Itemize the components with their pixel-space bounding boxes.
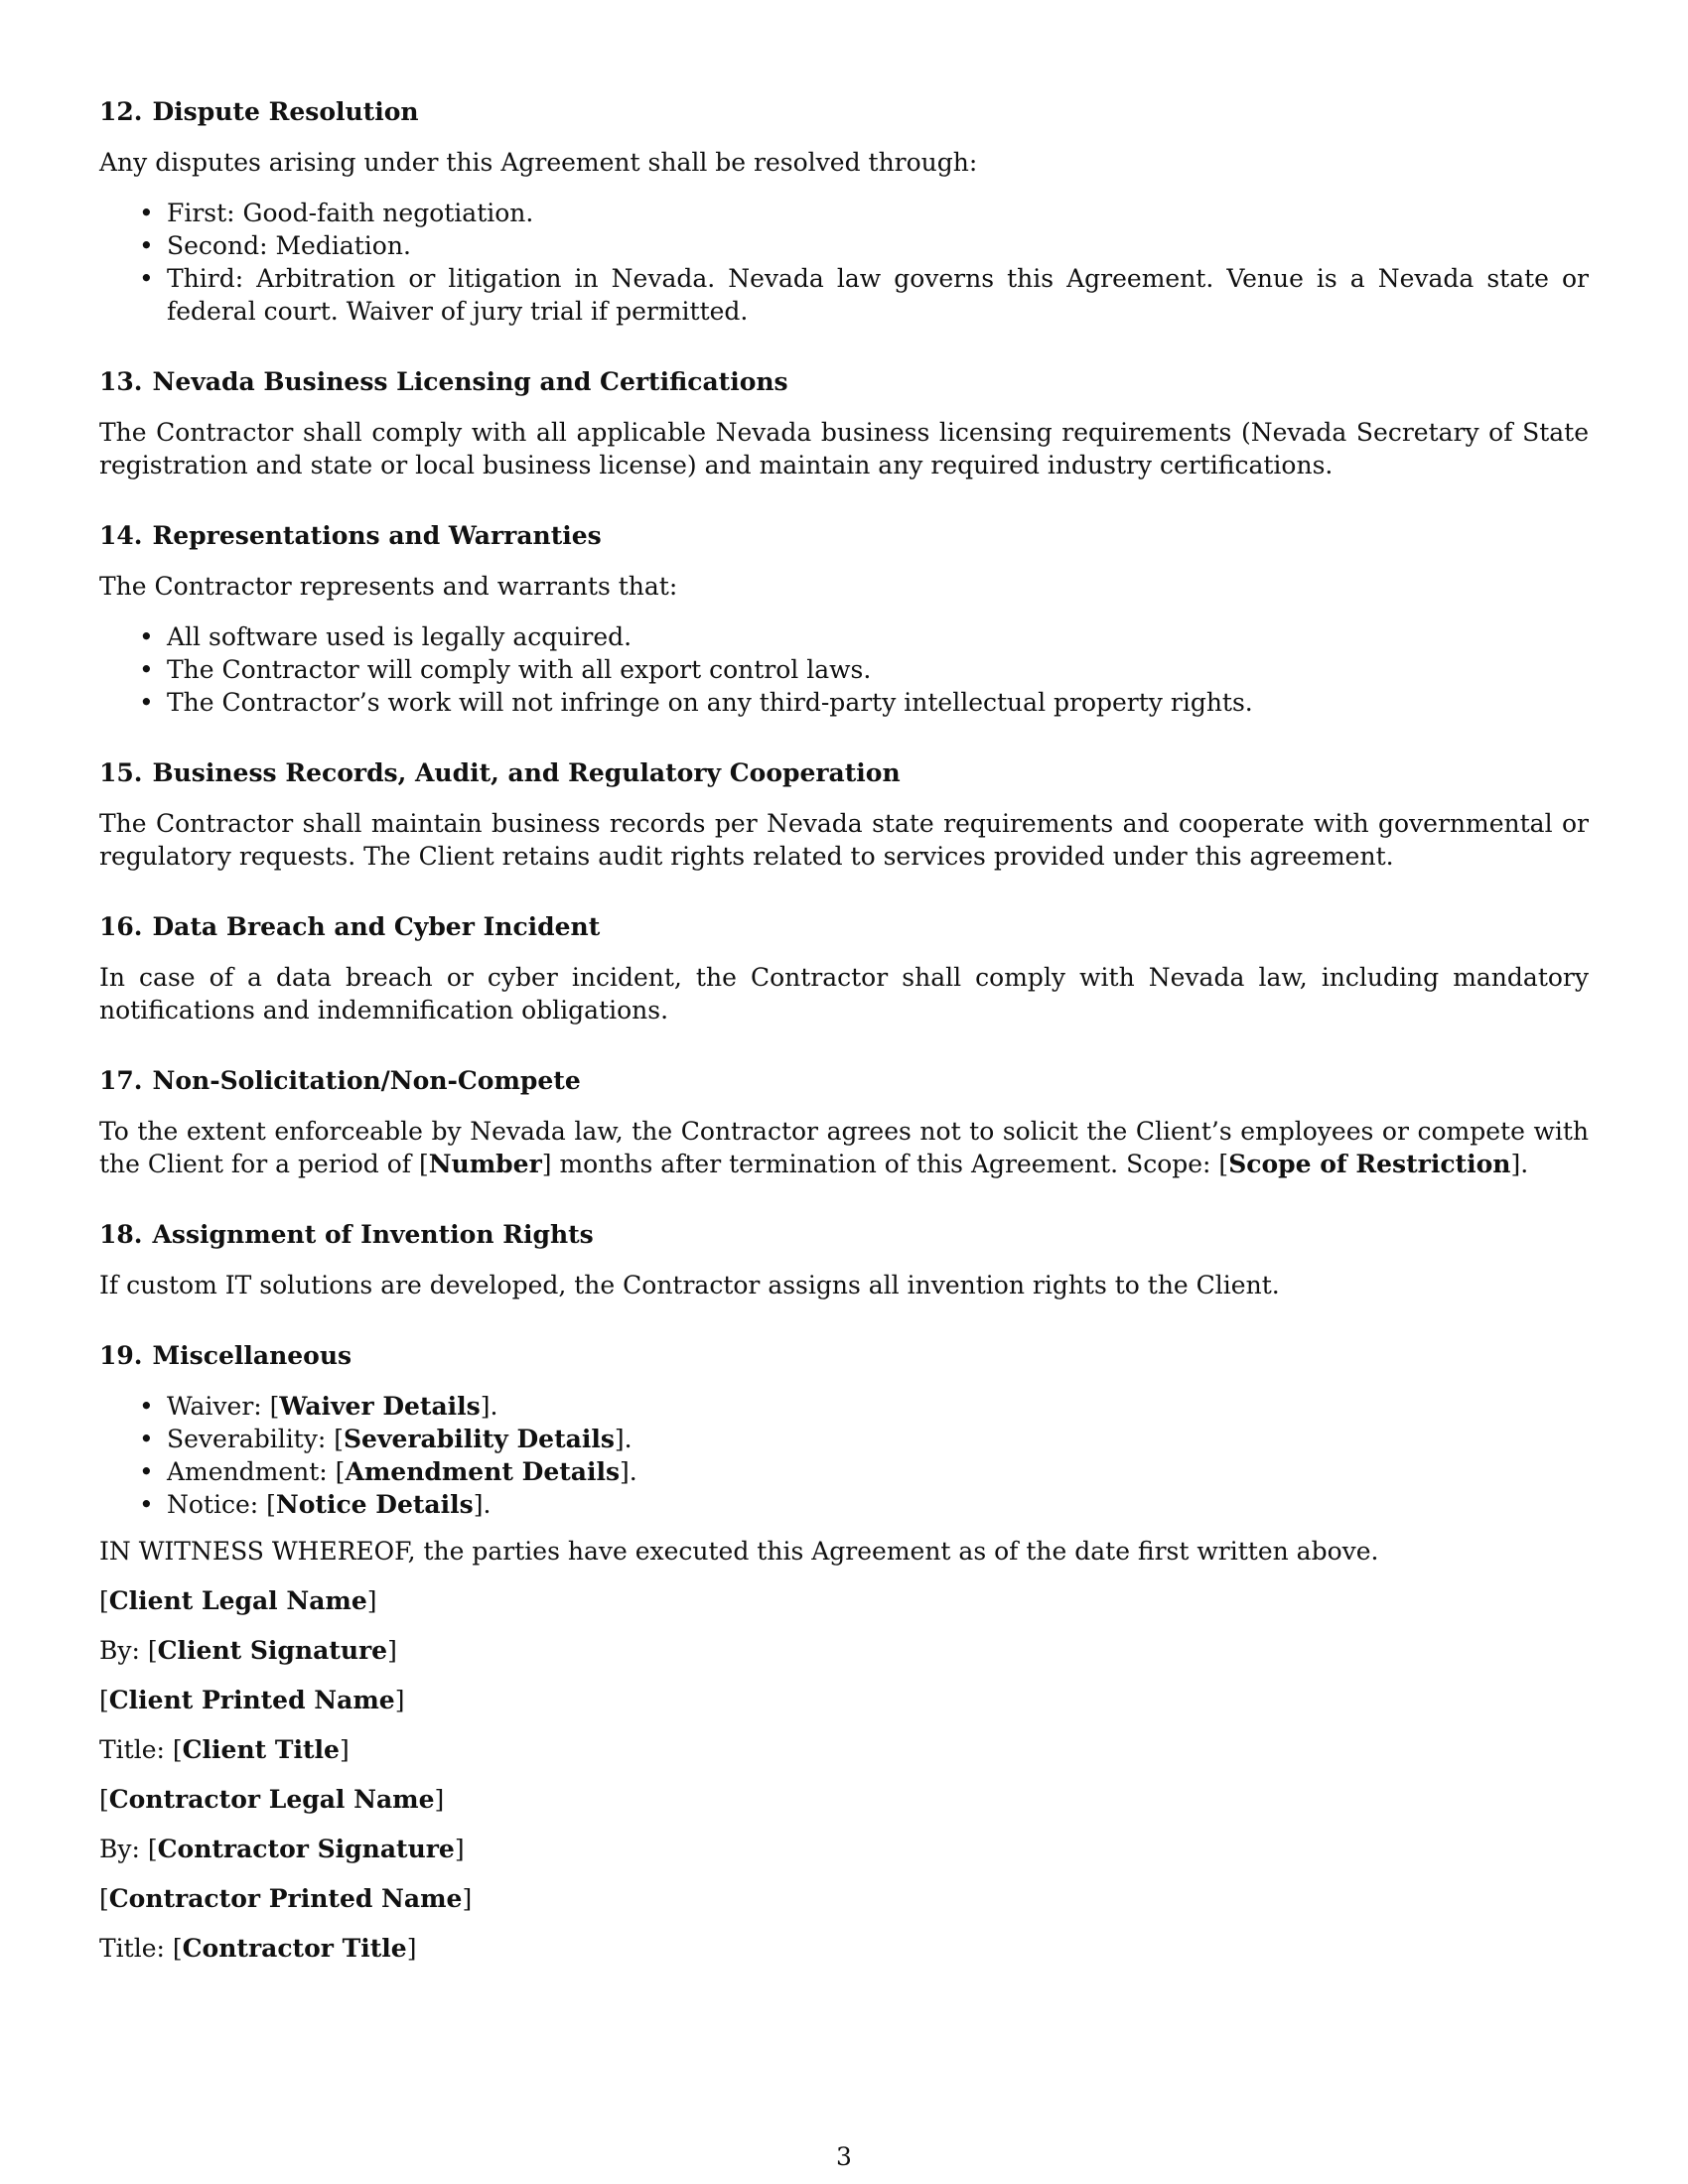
section-number: 19.	[99, 1341, 143, 1370]
section-intro: The Contractor represents and warrants that:	[99, 572, 678, 601]
client-legal-name: [Client Legal Name]	[99, 1586, 377, 1615]
bullet-icon: •	[139, 199, 154, 227]
contractor-title-line: Title: [Contractor Title]	[99, 1934, 417, 1963]
section-data-breach	[99, 910, 1589, 1026]
section-number: 14.	[99, 521, 143, 550]
section-number: 17.	[99, 1066, 143, 1095]
section-number: 18.	[99, 1220, 143, 1249]
section-heading	[99, 1064, 1589, 1097]
section-business-records	[99, 756, 1589, 873]
list-item: • First: Good-faith negotiation.	[139, 199, 534, 227]
section-title: Data Breach and Cyber Incident	[152, 912, 601, 941]
section-title: Dispute Resolution	[152, 97, 419, 126]
bullet-icon: •	[139, 1490, 154, 1519]
section-title: Nevada Business Licensing and Certifications	[152, 367, 788, 396]
client-signature-line: By: [Client Signature]	[99, 1636, 397, 1665]
client-printed-name: [Client Printed Name]	[99, 1686, 405, 1714]
section-heading	[99, 519, 1589, 552]
section-heading	[99, 1339, 1589, 1372]
section-number: 15.	[99, 758, 143, 787]
list-item: • Amendment: [Amendment Details].	[139, 1457, 637, 1486]
bullet-icon: •	[139, 1392, 154, 1421]
list-item: • The Contractor’s work will not infringe on any third-party intellectual property rights.	[139, 688, 1253, 717]
section-heading	[99, 756, 1589, 789]
section-non-solicitation	[99, 1064, 1589, 1180]
placeholder-number: Number	[428, 1150, 542, 1178]
section-body: The Contractor shall maintain business records per Nevada state requirements and cooperate with governmental or regulatory requests. The Client retains audit rights related to services provided under this agreement.	[99, 809, 1589, 871]
list-item: • Third: Arbitration or litigation in Nevada. Nevada law governs this Agreement. Venue is a Nevada state or federal court. Waiver of jury trial if permitted.	[139, 264, 1589, 326]
section-body: To the extent enforceable by Nevada law, the Contractor agrees not to solicit the Client’s employees or compete with the Client for a period of [Number] months after termination of this Agreement. Scope: [Scope of Restriction].	[99, 1117, 1589, 1178]
section-title: Non-Solicitation/Non-Compete	[152, 1066, 581, 1095]
section-title: Representations and Warranties	[152, 521, 602, 550]
bullet-icon: •	[139, 264, 154, 293]
section-body: If custom IT solutions are developed, the Contractor assigns all invention rights to the Client.	[99, 1271, 1280, 1299]
contractor-signature-line: By: [Contractor Signature]	[99, 1835, 465, 1863]
witness-statement: IN WITNESS WHEREOF, the parties have executed this Agreement as of the date first written above.	[99, 1537, 1379, 1566]
section-heading	[99, 1218, 1589, 1251]
list-item: • Severability: [Severability Details].	[139, 1425, 633, 1453]
section-representations	[99, 519, 1589, 719]
contractor-printed-name: [Contractor Printed Name]	[99, 1884, 473, 1913]
section-heading	[99, 95, 1589, 128]
list-item: • The Contractor will comply with all export control laws.	[139, 655, 872, 684]
section-intro: Any disputes arising under this Agreement shall be resolved through:	[99, 148, 978, 177]
bullet-icon: •	[139, 1425, 154, 1453]
section-heading	[99, 365, 1589, 398]
section-invention-rights	[99, 1218, 1589, 1301]
section-title: Assignment of Invention Rights	[152, 1220, 594, 1249]
bullet-icon: •	[139, 1457, 154, 1486]
section-title: Miscellaneous	[152, 1341, 352, 1370]
list-item: • All software used is legally acquired.	[139, 622, 633, 651]
placeholder-scope: Scope of Restriction	[1228, 1150, 1511, 1178]
section-body: In case of a data breach or cyber incident, the Contractor shall comply with Nevada law, including mandatory notifications and indemnification obligations.	[99, 963, 1589, 1024]
bullet-icon: •	[139, 655, 154, 684]
client-title-line: Title: [Client Title]	[99, 1735, 350, 1764]
section-title: Business Records, Audit, and Regulatory Cooperation	[152, 758, 901, 787]
bullet-list	[99, 197, 1589, 328]
bullet-list	[99, 1390, 1589, 1521]
section-number: 13.	[99, 367, 143, 396]
bullet-icon: •	[139, 231, 154, 260]
bullet-icon: •	[139, 622, 154, 651]
section-miscellaneous	[99, 1339, 1589, 1965]
section-number: 12.	[99, 97, 143, 126]
list-item: • Notice: [Notice Details].	[139, 1490, 492, 1519]
list-item: • Waiver: [Waiver Details].	[139, 1392, 498, 1421]
list-item: • Second: Mediation.	[139, 231, 411, 260]
document-page	[99, 95, 1589, 1981]
section-body: The Contractor shall comply with all applicable Nevada business licensing requirements (Nevada Secretary of State registration and state or local business license) and maintain any required industry certifications.	[99, 418, 1589, 479]
bullet-list	[99, 620, 1589, 719]
section-heading	[99, 910, 1589, 943]
section-number: 16.	[99, 912, 143, 941]
page-number: 3	[836, 2142, 852, 2171]
section-licensing	[99, 365, 1589, 481]
section-dispute-resolution	[99, 95, 1589, 328]
contractor-legal-name: [Contractor Legal Name]	[99, 1785, 445, 1814]
bullet-icon: •	[139, 688, 154, 717]
